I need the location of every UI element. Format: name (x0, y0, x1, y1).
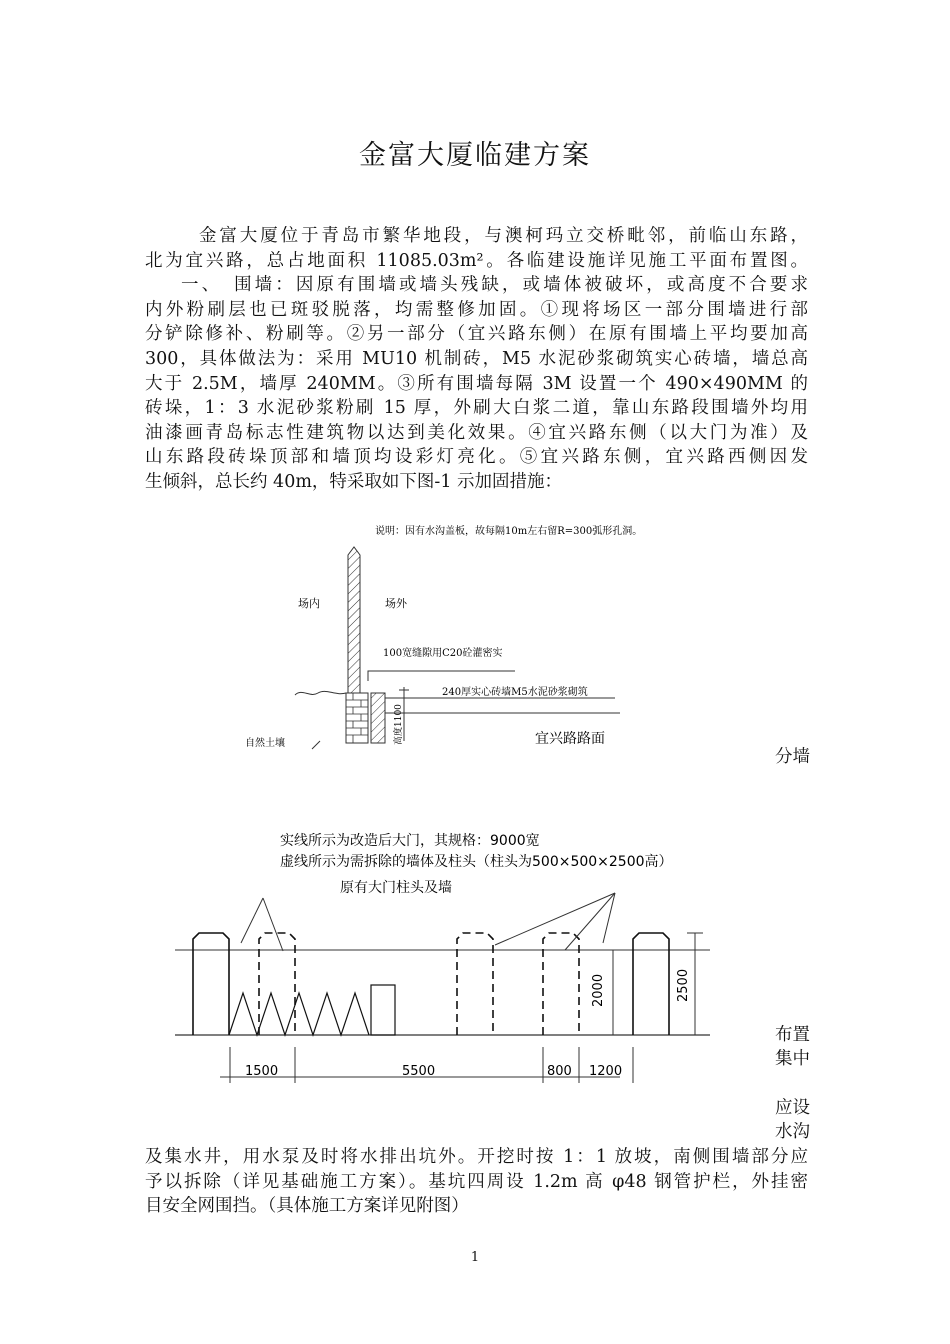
grout-label: 100宽缝隙用C20砼灌密实 (383, 648, 503, 659)
text-line: 大于 2.5M，墙厚 240MM。③所有围墙每隔 3M 设置一个 490×490MM 的 (145, 373, 808, 394)
text-line: 及集水井，用水泵及时将水排出坑外。开挖时按 1：1 放坡，南侧围墙部分应 (145, 1147, 808, 1167)
text-line: 油漆画青岛标志性建筑物以达到美化效果。④宜兴路东侧（以大门为准）及 (145, 422, 808, 443)
existing-wall (348, 547, 360, 693)
wall-section-figure (240, 515, 680, 755)
soil-label: 自然土壤 (245, 738, 285, 749)
height-2500: 2500 (676, 968, 691, 1002)
closing-paragraph (145, 1145, 808, 1219)
dim-label: 800 (547, 1064, 572, 1079)
text-line: 山东路段砖垛顶部和墙顶均设彩灯亮化。⑤宜兴路东侧，宜兴路西侧因发 (145, 447, 808, 468)
text-line: 内外粉刷层也已斑驳脱落，均需整修加固。①现将场区一部分围墙进行部 (145, 299, 808, 320)
page-title: 金富大厦临建方案 (359, 140, 591, 171)
height-label: 高度1100 (394, 704, 404, 745)
brick-label: 240厚实心砖墙M5水泥砂浆砌筑 (442, 687, 588, 698)
figure-note: 说明：因有水沟盖板，故每隔10m左右留R=300弧形孔洞。 (375, 526, 643, 537)
dim-label: 1200 (589, 1064, 623, 1079)
text-line: 北为宜兴路，总占地面积 11085.03m²。各临建设施详见施工平面布置图。 (145, 250, 808, 271)
text-line: 目安全网围挡。（具体施工方案详见附图） (145, 1196, 469, 1217)
partial-text: 集中 (775, 1049, 810, 1069)
text-line: 砖垛，1：3 水泥砂浆粉刷 15 厚，外刷大白浆二道，靠山东路段围墙外均用 (145, 398, 808, 419)
intro-paragraph (145, 224, 808, 495)
outside-label: 场外 (385, 597, 407, 610)
partial-text: 水沟 (775, 1122, 810, 1142)
page-number: 1 (470, 1250, 480, 1265)
text-line: 300，具体做法为：采用 MU10 机制砖，M5 水泥砂浆砌筑实心砖墙，墙总高 (145, 348, 808, 369)
left-pillar (193, 933, 229, 1035)
brick-base (346, 693, 368, 743)
text-line: 生倾斜，总长约 40m，特采取如下图-1 示加固措施： (145, 471, 563, 492)
text-line: 金富大厦位于青岛市繁华地段，与澳柯玛立交桥毗邻，前临山东路， (199, 226, 808, 246)
partial-text: 应设 (775, 1098, 810, 1118)
text-line: 予以拆除（详见基础施工方案）。基坑四周设 1.2m 高 φ48 钢管护栏，外挂密 (145, 1171, 808, 1192)
gate-elevation-figure (165, 825, 745, 1085)
right-pillar (633, 933, 669, 1035)
height-2000: 2000 (591, 973, 606, 1007)
partial-text: 分墙 (775, 747, 810, 767)
text-line: 分铲除修补、粉刷等。②另一部分（宜兴路东侧）在原有围墙上平均要加高 (145, 324, 808, 345)
road-label: 宜兴路路面 (535, 731, 605, 747)
new-brick-wall (371, 693, 385, 743)
dim-label: 1500 (245, 1064, 279, 1079)
partial-text: 布置 (775, 1025, 810, 1045)
text-line: 一、 围墙：因原有围墙或墙头残缺，或墙体被破坏，或高度不合要求 (181, 275, 808, 296)
existing-gate-label: 原有大门柱头及墙 (340, 880, 452, 896)
fig2-line1: 实线所示为改造后大门，其规格：9000宽 (280, 833, 540, 849)
inside-label: 场内 (298, 597, 320, 610)
dim-label: 5500 (402, 1064, 436, 1079)
fig2-line2: 虚线所示为需拆除的墙体及柱头（柱头为500×500×2500高） (280, 854, 673, 870)
